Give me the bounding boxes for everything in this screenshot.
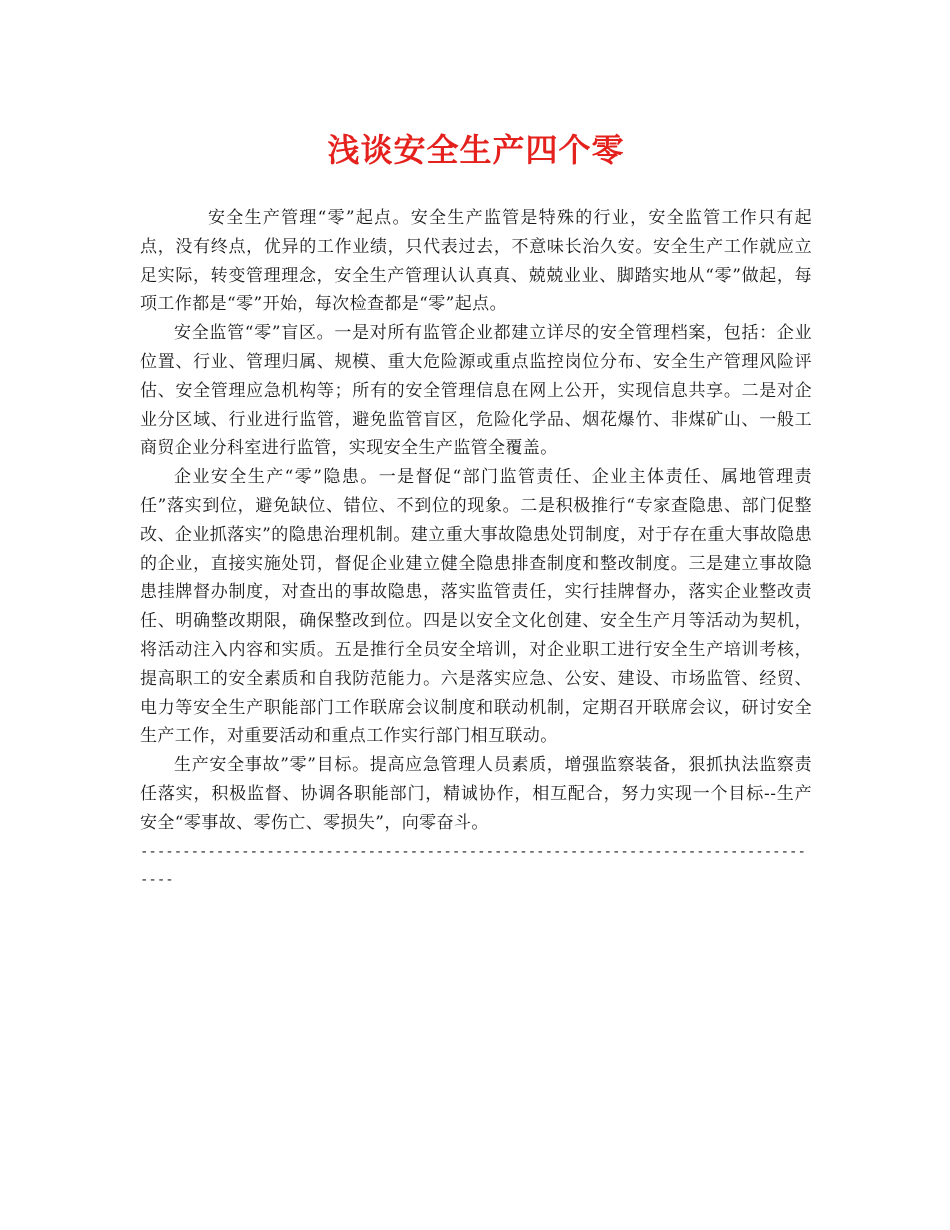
- dashed-divider: -----------------------------------------------------------------------------------: [140, 843, 806, 888]
- paragraph-zero-blind-spot: 安全监管“零”盲区。一是对所有监管企业都建立详尽的安全管理档案，包括：企业位置、行业、管理归属、规模、重大危险源或重点监控岗位分布、安全生产管理风险评估、安全管理应急机构等；所有的安全管理信息在网上公开，实现信息共享。二是对企业分区域、行业进行监管，避免监管盲区，危险化学品、烟花爆竹、非煤矿山、一般工商贸企业分科室进行监管，实现安全生产监管全覆盖。: [140, 323, 812, 459]
- paragraph-zero-starting-point: 安全生产管理“零”起点。安全生产监管是特殊的行业，安全监管工作只有起点，没有终点，优异的工作业绩，只代表过去，不意味长治久安。安全生产工作就应立足实际，转变管理理念，安全生产管理认认真真、兢兢业业、脚踏实地从“零”做起，每项工作都是“零”开始，每次检查都是“零”起点。: [140, 208, 812, 315]
- document-title: 浅谈安全生产四个零: [327, 131, 625, 169]
- paragraph-zero-target: 生产安全事故”零”目标。提高应急管理人员素质，增强监察装备，狠抓执法监察责任落实，积极监督、协调各职能部门，精诚协作，相互配合，努力实现一个目标--生产安全“零事故、零伤亡、零损失”，向零奋斗。: [140, 755, 812, 833]
- document-body: [140, 204, 812, 894]
- paragraph-zero-hazard: 企业安全生产“零”隐患。一是督促“部门监管责任、企业主体责任、属地管理责任”落实到位，避免缺位、错位、不到位的现象。二是积极推行“专家查隐患、部门促整改、企业抓落实”的隐患治理机制。建立重大事故隐患处罚制度，对于存在重大事故隐患的企业，直接实施处罚，督促企业建立健全隐患排查制度和整改制度。三是建立事故隐患挂牌督办制度，对查出的事故隐患，落实监管责任，实行挂牌督办，落实企业整改责任、明确整改期限，确保整改到位。四是以安全文化创建、安全生产月等活动为契机，将活动注入内容和实质。五是推行全员安全培训，对企业职工进行安全生产培训考核，提高职工的安全素质和自我防范能力。六是落实应急、公安、建设、市场监管、经贸、电力等安全生产职能部门工作联席会议制度和联动机制，定期召开联席会议，研讨安全生产工作，对重要活动和重点工作实行部门相互联动。: [140, 467, 812, 747]
